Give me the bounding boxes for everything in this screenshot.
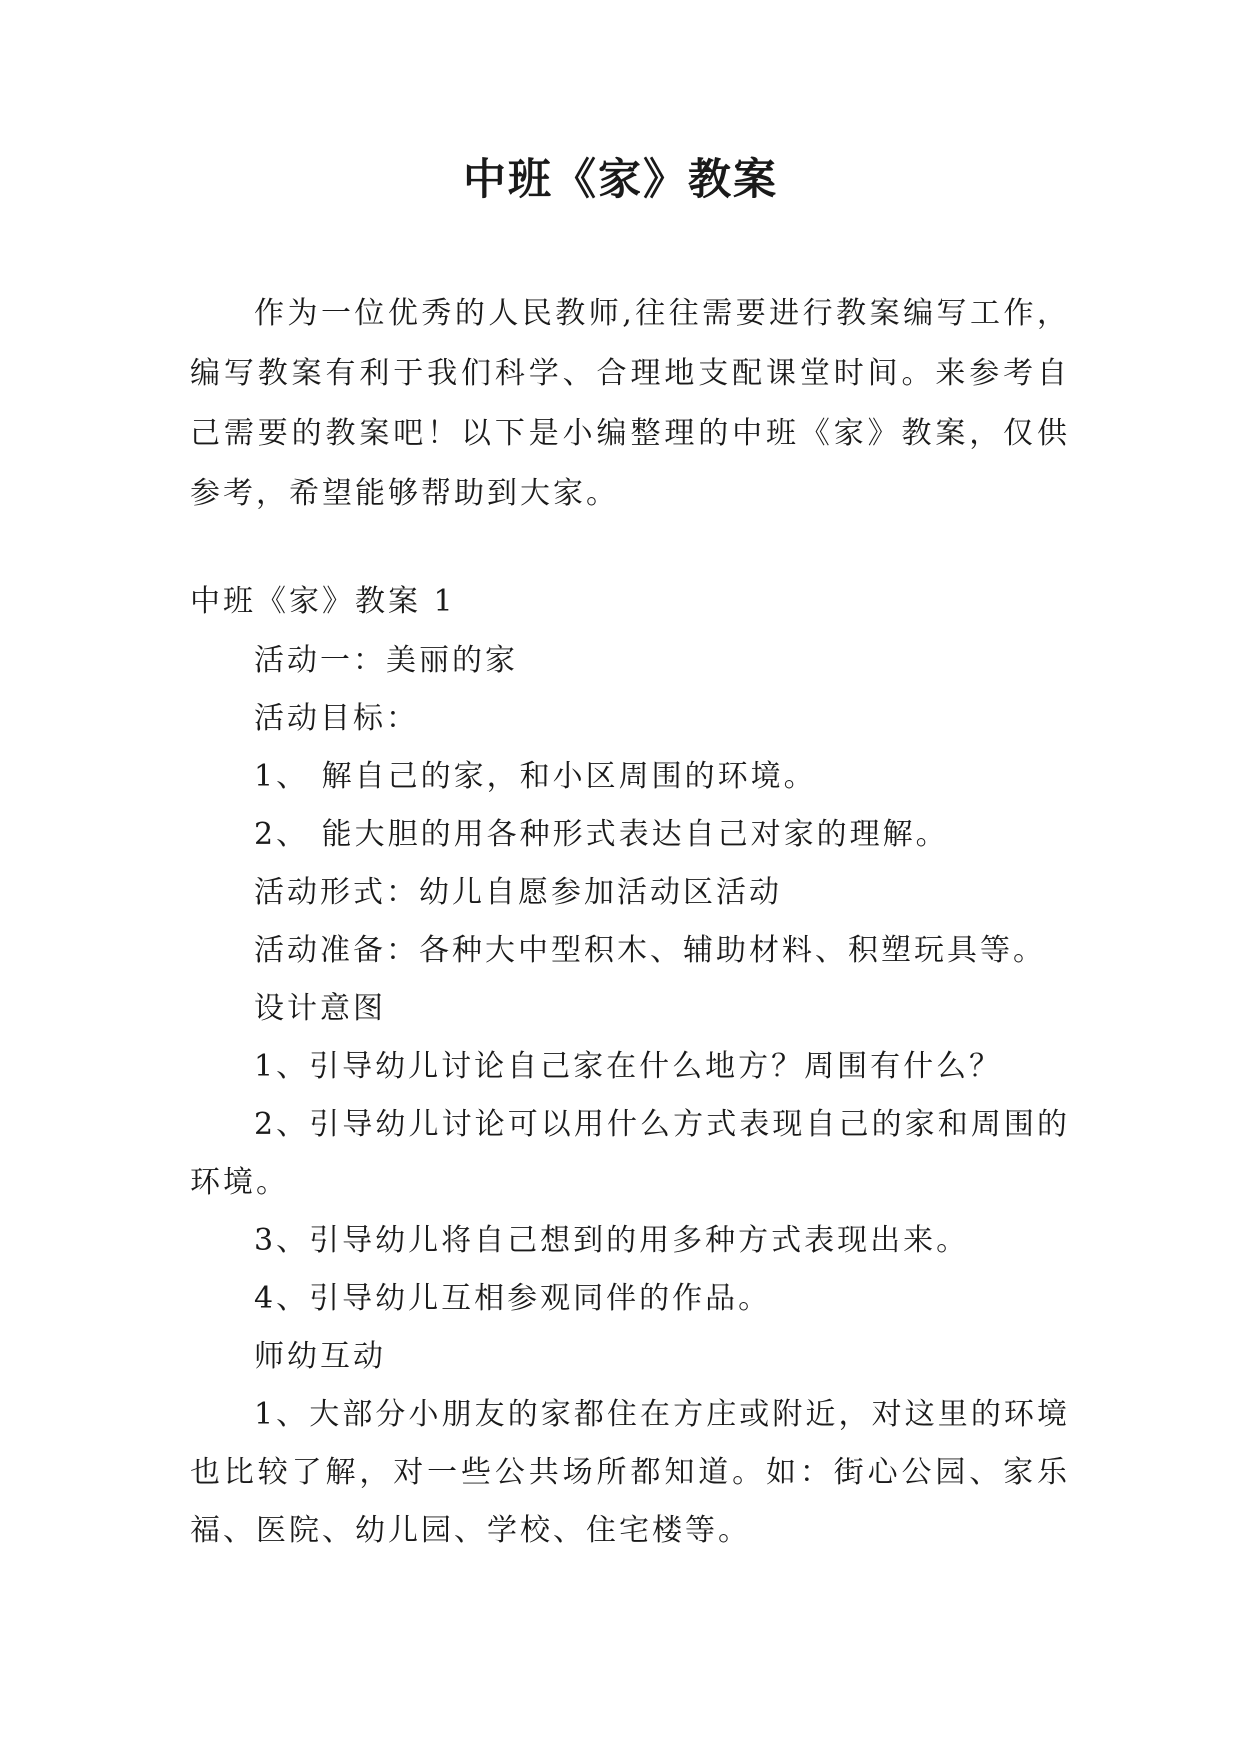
- activity-preparation: 活动准备：各种大中型积木、辅助材料、积塑玩具等。: [254, 933, 1046, 968]
- interaction-item: 1、大部分小朋友的家都住在方庄或附近，对这里的环境也比较了解，对一些公共场所都知道。如：街心公园、家乐福、医院、幼儿园、学校、住宅楼等。: [190, 1397, 1070, 1548]
- design-intent-heading: 设计意图: [254, 991, 386, 1026]
- intro-section: [190, 284, 1070, 524]
- interaction-heading: 师幼互动: [254, 1339, 386, 1374]
- objectives-heading: 活动目标：: [254, 701, 419, 736]
- design-intent-item: 3、引导幼儿将自己想到的用多种方式表现出来。: [254, 1223, 970, 1258]
- activity-title: 活动一：美丽的家: [254, 643, 518, 678]
- activity-format: 活动形式：幼儿自愿参加活动区活动: [254, 875, 782, 910]
- design-intent-item: 1、引导幼儿讨论自己家在什么地方？周围有什么？: [254, 1049, 1003, 1084]
- lesson-plan-section: [190, 572, 1070, 1560]
- section-heading: 中班《家》教案 1: [190, 584, 456, 619]
- intro-paragraph: 作为一位优秀的人民教师,往往需要进行教案编写工作，编写教案有利于我们科学、合理地支配课堂时间。来参考自己需要的教案吧！以下是小编整理的中班《家》教案，仅供参考，希望能够帮助到大家。: [190, 296, 1070, 511]
- document-title: 中班《家》教案: [463, 155, 778, 205]
- objective-item: 1、 解自己的家，和小区周围的环境。: [254, 759, 817, 794]
- design-intent-item: 2、引导幼儿讨论可以用什么方式表现自己的家和周围的环境。: [190, 1107, 1070, 1200]
- design-intent-item: 4、引导幼儿互相参观同伴的作品。: [254, 1281, 772, 1316]
- objective-item: 2、 能大胆的用各种形式表达自己对家的理解。: [254, 817, 949, 852]
